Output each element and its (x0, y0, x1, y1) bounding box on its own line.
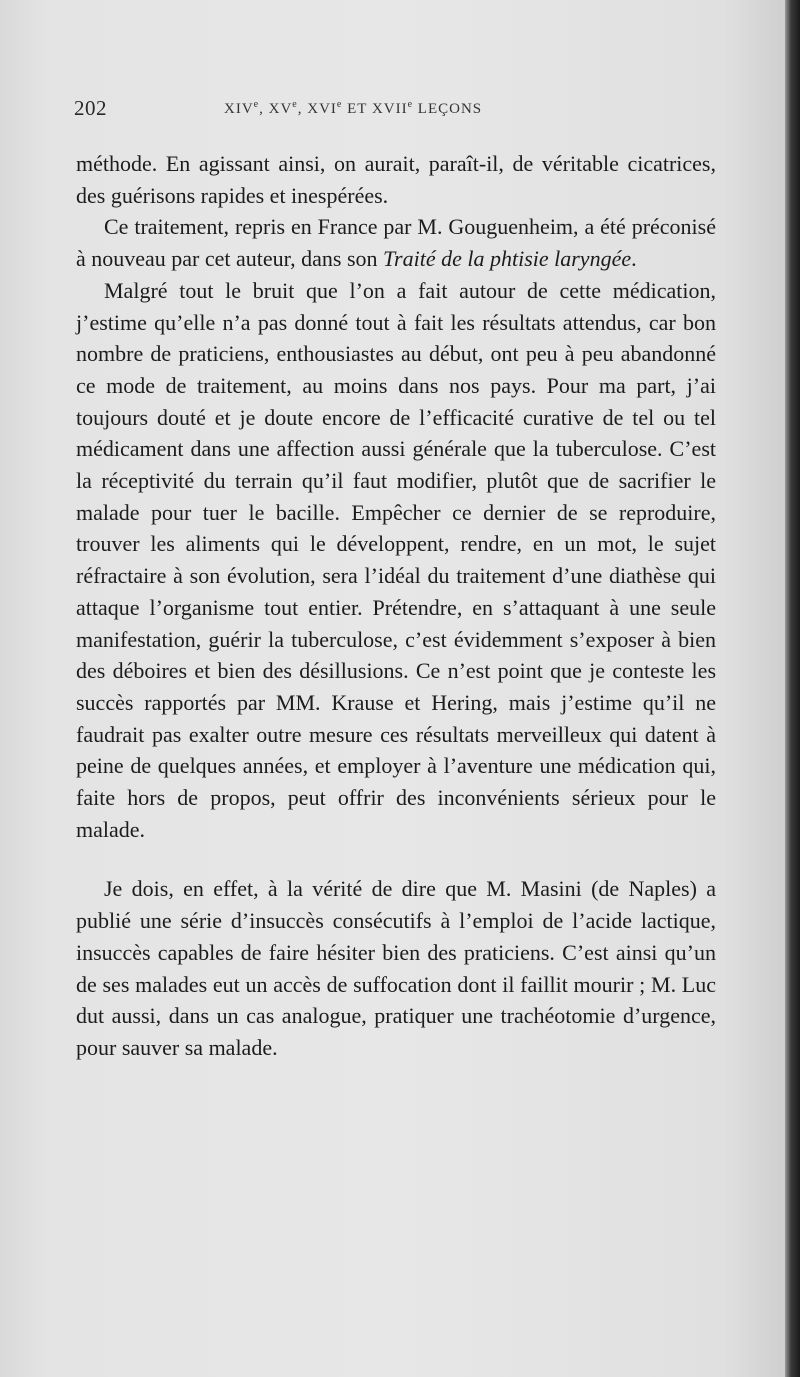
paragraph-text: Je dois, en effet, à la vérité de dire que M. Masini (de Naples) a publié une série d’insuccès consécutifs à l’emploi de l’acide lactique, insuccès capables de faire hésiter bien des praticiens. C’est ainsi qu’un de ses malades eut un accès de suffocation dont il faillit mourir ; M. Luc dut aussi, dans un cas analogue, pratiquer une trachéotomie d’urgence, pour sauver sa malade. (76, 876, 716, 1060)
running-title-numeral: XIV (224, 101, 254, 117)
page-edge-shadow (785, 0, 800, 1377)
running-title-numeral: XVII (371, 101, 408, 117)
running-title (224, 99, 482, 118)
paragraph-text: . (631, 246, 637, 272)
running-title-superscript: e (253, 99, 260, 110)
paragraph (76, 211, 716, 274)
page-header (74, 96, 714, 126)
paragraph (76, 873, 716, 1063)
running-title-superscript: e (407, 99, 414, 110)
running-title-numeral: XVI (307, 101, 337, 117)
running-title-text: , (259, 101, 269, 117)
paragraph (76, 275, 716, 846)
running-title-text: , (297, 101, 308, 117)
running-title-superscript: e (292, 99, 298, 110)
running-title-text: LEÇONS (413, 101, 483, 117)
running-title-numeral: XV (268, 101, 293, 117)
page-number: 202 (74, 96, 107, 120)
book-title-italic: Traité de la phtisie laryngée (383, 246, 632, 272)
paragraph (76, 148, 716, 211)
paragraph-text: Malgré tout le bruit que l’on a fait autour de cette médication, j’estime qu’elle n’a pas donné tout à fait les résultats attendus, car bon nombre de praticiens, enthousiastes au début, ont peu à peu abandonné ce mode de traitement, au moins dans nos pays. Pour ma part, j’ai toujours douté et je doute encore de l’efficacité curative de tel ou tel médicament dans une affection aussi générale que la tuberculose. C’est la réceptivité du terrain qu’il faut modifier, plutôt que de sacrifier le malade pour tuer le bacille. Empêcher ce dernier de se reproduire, trouver les aliments qui le développent, rendre, en un mot, le sujet réfractaire à son évolution, sera l’idéal du traitement d’une diathèse qui attaque l’organisme tout entier. Prétendre, en s’attaquant à une seule manifestation, guérir la tuberculose, c’est évidemment s’exposer à bien des déboires et bien des désillusions. Ce n’est point que je conteste les succès rapportés par MM. Krause et Hering, mais j’estime qu’il ne faudrait pas exalter outre mesure ces résultats merveilleux qui datent à peine de quelques années, et employer à l’aventure une médication qui, faite hors de propos, peut offrir des inconvénients sérieux pour le malade. (76, 277, 716, 842)
paragraph-text: méthode. En agissant ainsi, on aurait, paraît-il, de véritable cicatrices, des guérisons rapides et inespérées. (76, 151, 716, 208)
body-text (76, 148, 716, 1064)
running-title-text: ET (342, 101, 372, 117)
running-title-superscript: e (336, 99, 343, 110)
paragraph-text: Ce traitement, repris en France par M. Gouguenheim, a été préconisé à nouveau par cet auteur, dans son (76, 214, 716, 272)
